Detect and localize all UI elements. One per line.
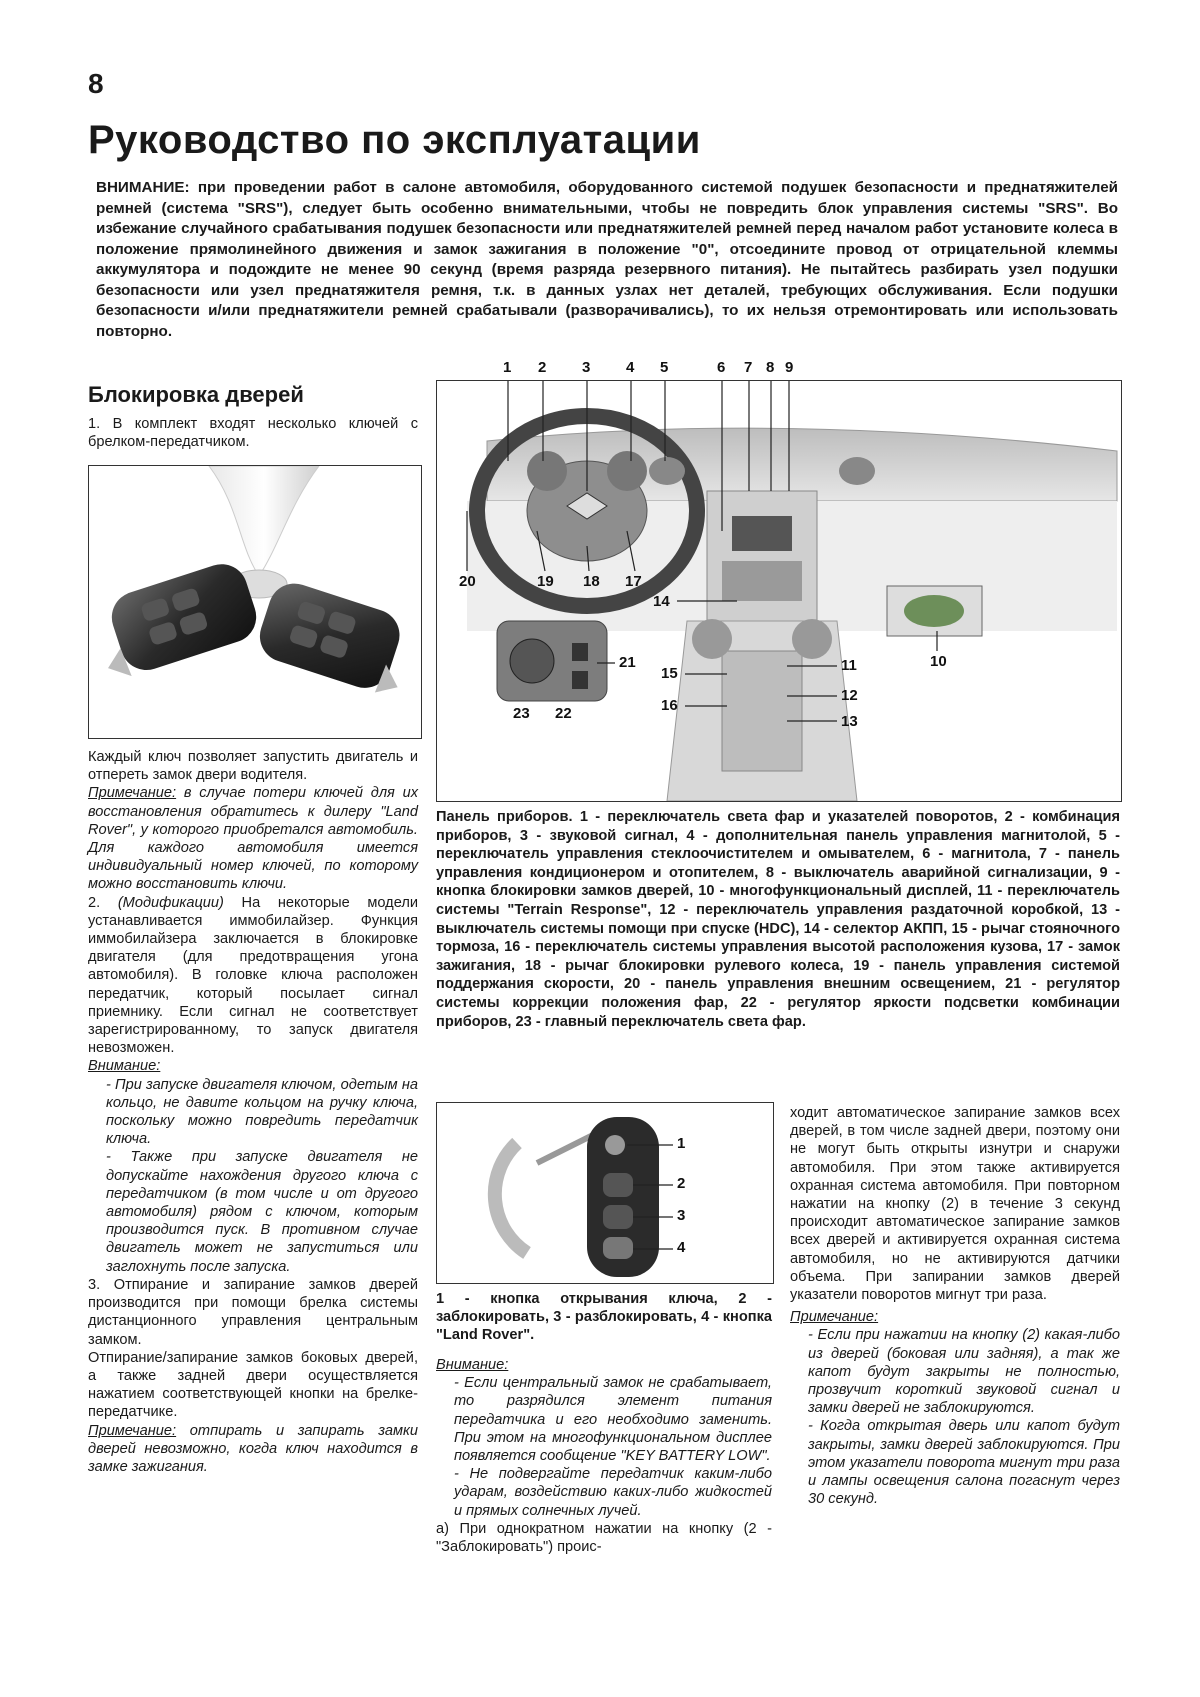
callout-5: 5 [660,359,669,376]
key-callout-2: 2 [677,1175,686,1192]
callout-4: 4 [626,359,635,376]
callout-17: 17 [625,573,642,590]
callout-11: 11 [841,657,857,674]
callout-12: 12 [841,687,858,704]
left-warning-label: Внимание: [88,1058,161,1075]
p3-number: 2. [88,894,118,911]
page-title: Руководство по эксплуатации [88,118,701,162]
mid-pa: а) При однократном нажатии на кнопку (2 - "Заблокировать") проис- [436,1520,772,1556]
callout-1: 1 [503,359,512,376]
keys-illustration [89,466,421,738]
page-number: 8 [88,68,104,99]
dashboard-caption [436,808,1120,1031]
keys-photo [88,465,422,739]
note1-text: в случае потери ключей для их восстановления обратитесь к дилеру "Land Rover", у которого приобретался автомобиль. Для каждого автомобиля имеется индивидуальный номер ключей, по которому можно восстановить ключи. [88,785,418,893]
p3-text: На некоторые модели устанавливается иммобилайзер. Функция иммобилайзера заключается в блокировке двигателя (для предотвращения угона автомобиля). В головке ключа расположен передатчик, который посылает сигнал приемнику. Если сигнал не соответствует зарегистрированному, то запуск двигателя невозможен. [88,894,418,1057]
callout-20: 20 [459,573,476,590]
left-column [88,748,418,1476]
callout-8: 8 [766,359,775,376]
callout-6: 6 [717,359,726,376]
left-p1: 1. В комплект входят несколько ключей с брелком-передатчиком. [88,416,418,451]
left-p4: 3. Отпирание и запирание замков дверей производится при помощи брелка системы дистанционного управления центральным замком. [88,1276,418,1348]
right-note-1: - Если при нажатии на кнопку (2) какая-либо из дверей (боковая или задняя), а так же капот будут закрыты не полностью, прозвучит короткий звуковой сигнал и замки дверей не заблокируются. [808,1327,1120,1417]
left-intro [88,415,418,451]
dashboard-caption-label: Панель приборов. [436,809,573,825]
callout-3: 3 [582,359,591,376]
callout-23: 23 [513,705,530,722]
right-note-2: - Когда открытая дверь или капот будут закрыты, замки дверей заблокируются. При этом указатели поворота мигнут три раза и лампы освещения салона погаснут через 30 секунд. [808,1418,1120,1508]
callout-7: 7 [744,359,753,376]
left-warning-2: - Также при запуске двигателя не допускайте нахождения другого ключа с передатчиком (в том числе и от другого автомобиля) рядом с ключом, которым производится пуск. В противном случае двигатель может не запуститься или заглохнуть после запуска. [106,1149,418,1275]
note1-label: Примечание: [88,785,177,802]
srs-warning [96,178,1118,342]
note2-text: отпирать и запирать замки дверей невозможно, когда ключ находится в замке зажигания. [88,1422,418,1475]
left-p5: Отпирание/запирание замков боковых дверей, а также задней двери осуществляется нажатием соответствующей кнопки на брелке-передатчике. [88,1349,418,1421]
callout-15: 15 [661,665,678,682]
section-heading: Блокировка дверей [88,382,304,407]
key-callout-3: 3 [677,1207,686,1224]
srs-warning-label: ВНИМАНИЕ: [96,179,190,196]
key-fob-illustration [437,1103,773,1283]
right-note-label: Примечание: [790,1309,879,1326]
mid-warning-1: - Если центральный замок не срабатывает, то разрядился элемент питания передатчика и его необходимо заменить. При этом на многофункциональном дисплее появляется сообщение "KEY BATTERY LOW". [454,1375,772,1465]
key-callout-1: 1 [677,1135,686,1152]
middle-column [436,1356,772,1556]
callout-18: 18 [583,573,600,590]
key-callout-4: 4 [677,1239,686,1256]
callout-13: 13 [841,713,858,730]
callout-16: 16 [661,697,678,714]
right-p1: ходит автоматическое запирание замков всех дверей, в том числе задней двери, поэтому они не могут быть открыты изнутри и снаружи автомобиля. При этом также активируется охранная система автомобиля. При повторном нажатии на кнопку (2) в течение 3 секунд происходит автоматическое запирание замков всех дверей и активируется охранная система автомобиля, но не активируются датчики объема. При запирании замков дверей указатели поворотов мигнут три раза. [790,1105,1120,1304]
callout-22: 22 [555,705,572,722]
key-fob-figure [436,1102,774,1284]
note2-label: Примечание: [88,1422,177,1439]
key-fob-caption: 1 - кнопка открывания ключа, 2 - заблокировать, 3 - разблокировать, 4 - кнопка "Land Rover". [436,1291,772,1344]
left-warning-1: - При запуске двигателя ключом, одетым на кольцо, не давите кольцом на ручку ключа, поскольку можно повредить передатчик ключа. [106,1076,418,1148]
callout-9: 9 [785,359,794,376]
right-column [790,1104,1120,1508]
srs-warning-text: при проведении работ в салоне автомобиля, оборудованного системой подушек безопасности и преднатяжителей ремней (система "SRS"), следует быть особенно внимательными, чтобы не повредить блок управления системы "SRS". Во избежание случайного срабатывания подушек безопасности или преднатяжителей ремней перед началом работ установите колеса в положение прямолинейного движения и замок зажигания в положение "0", отсоедините провод от отрицательной клеммы аккумулятора и подождите не менее 90 секунд (время разряда резервного питания). Не пытайтесь разбирать узел подушки безопасности или узел преднатяжителя ремня, т.к. в данных узлах нет деталей, требующих обслуживания. Если подушки безопасности и/или преднатяжители ремней срабатывали (разворачивались), то их нельзя отремонтировать или использовать повторно. [96,179,1118,340]
p3-label: (Модификации) [117,894,224,911]
callout-19: 19 [537,573,554,590]
dashboard-illustration [437,381,1121,801]
mid-warning-2: - Не подвергайте передатчик каким-либо ударам, воздействию каких-либо жидкостей и прямых солнечных лучей. [454,1466,772,1519]
dashboard-caption-text: 1 - переключатель света фар и указателей поворотов, 2 - комбинация приборов, 3 - звуковой сигнал, 4 - дополнительная панель управления магнитолой, 5 - переключатель управления стеклоочистителем и омывателем, 6 - магнитола, 7 - панель управления кондиционером и отопителем, 8 - выключатель аварийной сигнализации, 9 - кнопка блокировки замков дверей, 10 - многофункциональный дисплей, 11 - переключатель системы "Terrain Response", 12 - переключатель управления раздаточной коробкой, 13 - выключатель системы помощи при спуске (HDC), 14 - селектор АКПП, 15 - рычаг стояночного тормоза, 16 - переключатель системы управления высотой расположения кузова, 17 - замок зажигания, 18 - рычаг блокировки рулевого колеса, 19 - панель управления системой поддержания скорости, 20 - панель управления внешним освещением, 21 - регулятор системы коррекции положения фар, 22 - регулятор яркости подсветки комбинации приборов, 23 - главный переключатель света фар. [436,809,1120,1030]
callout-21: 21 [619,654,636,671]
callout-2: 2 [538,359,547,376]
callout-14: 14 [653,593,670,610]
dashboard-figure [436,359,1122,802]
callout-10: 10 [930,653,947,670]
mid-warning-label: Внимание: [436,1357,509,1373]
left-p2: Каждый ключ позволяет запустить двигатель и отпереть замок двери водителя. [88,749,418,784]
